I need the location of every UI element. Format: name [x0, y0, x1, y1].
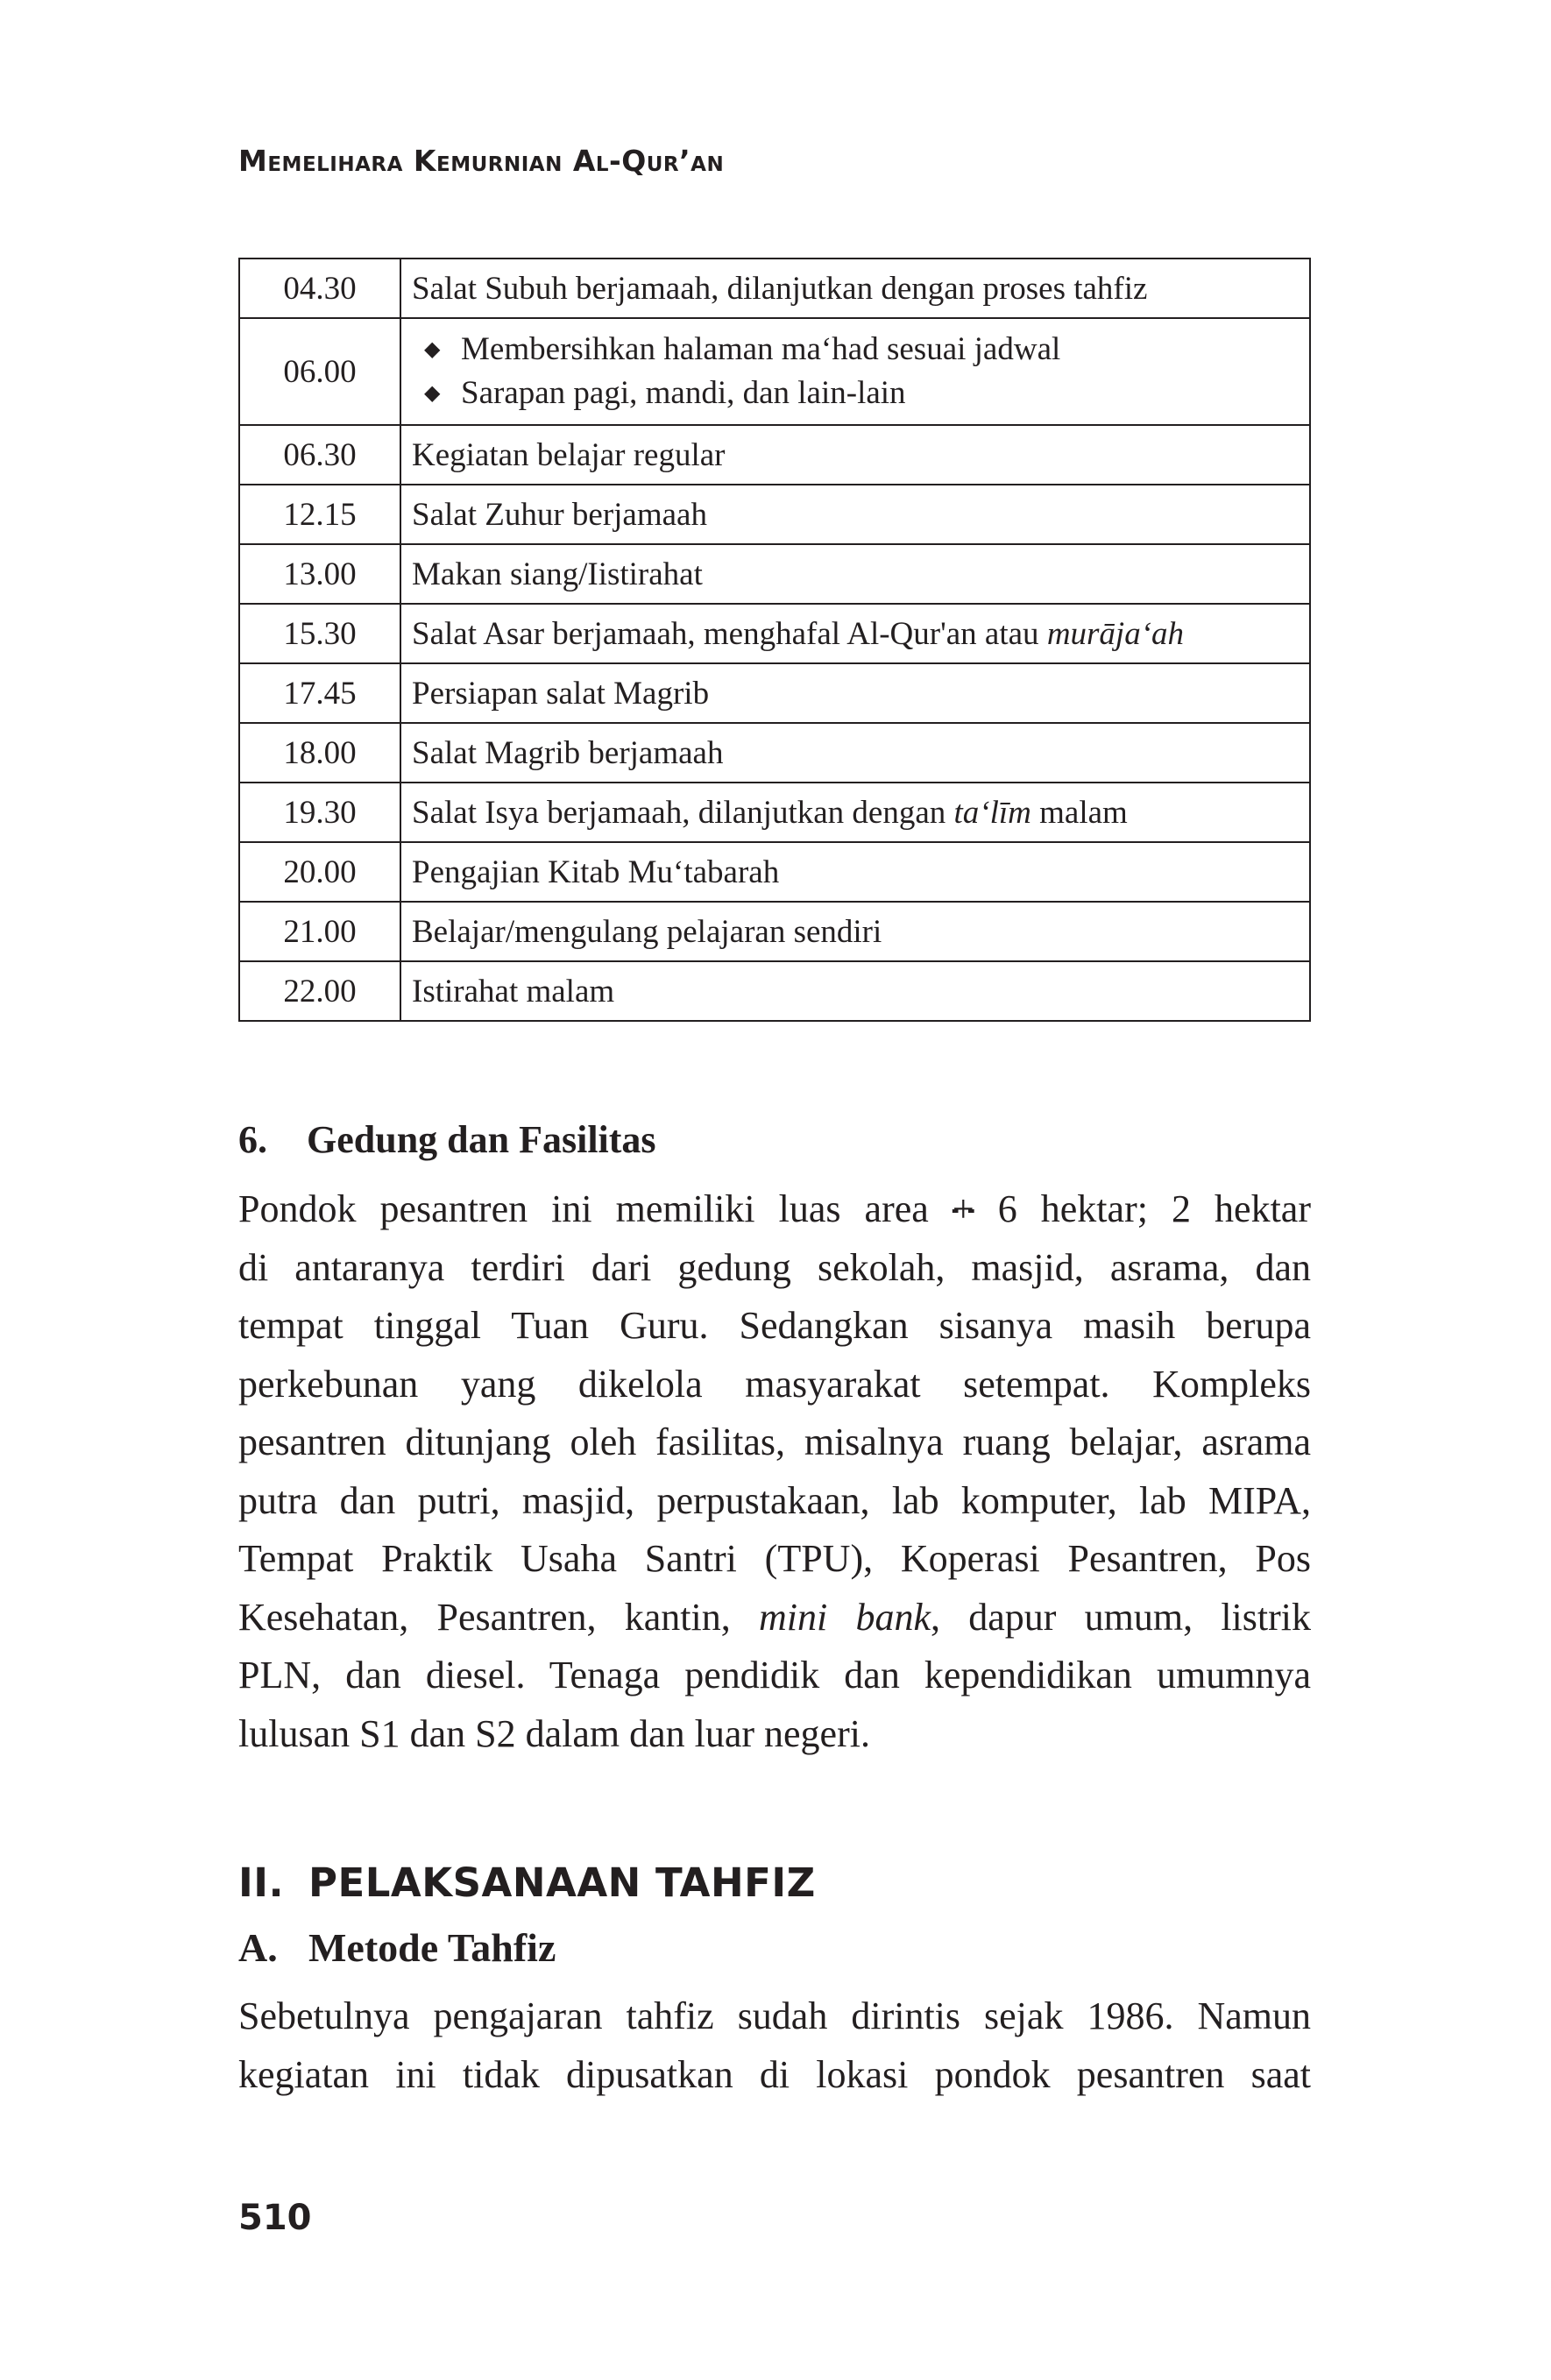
schedule-time: 17.45: [239, 663, 400, 723]
section-heading-6: [238, 1117, 656, 1162]
activity-text: Pengajian Kitab Mu‘tabarah: [412, 854, 780, 890]
activity-text: Salat Magrib berjamaah: [412, 734, 724, 771]
activity-bullet-list: [412, 328, 1299, 415]
subsection-title: Metode Tahfiz: [308, 1925, 556, 1970]
schedule-activity: [400, 723, 1310, 783]
activity-italic-term: ta‘līm: [953, 794, 1031, 831]
schedule-time: 13.00: [239, 544, 400, 604]
schedule-row: [239, 259, 1310, 318]
schedule-row: [239, 961, 1310, 1021]
schedule-row: [239, 723, 1310, 783]
schedule-activity: [400, 902, 1310, 961]
activity-text: Salat Asar berjamaah, menghafal Al-Qur'an atau: [412, 615, 1047, 652]
activity-bullet: ◆ Membersihkan halaman ma‘had sesuai jadwal: [412, 328, 1299, 372]
activity-text: Persiapan salat Magrib: [412, 675, 710, 712]
activity-text: Salat Zuhur berjamaah: [412, 496, 707, 533]
italic-term: mini bank: [758, 1595, 931, 1639]
schedule-time: 20.00: [239, 842, 400, 902]
activity-text: malam: [1030, 794, 1128, 831]
activity-text: Istirahat malam: [412, 973, 615, 1009]
schedule-time: 04.30: [239, 259, 400, 318]
chapter-number: II.: [238, 1859, 285, 1906]
schedule-row: [239, 485, 1310, 544]
schedule-activity: [400, 783, 1310, 842]
subsection-paragraph: [238, 1987, 1311, 2104]
schedule-row: [239, 842, 1310, 902]
schedule-row: [239, 902, 1310, 961]
schedule-row: [239, 544, 1310, 604]
schedule-activity: [400, 842, 1310, 902]
chapter-title: PELAKSANAAN TAHFIZ: [308, 1859, 816, 1906]
schedule-time: 06.00: [239, 318, 400, 425]
schedule-row: [239, 318, 1310, 425]
activity-text: Makan siang/Iistirahat: [412, 556, 703, 592]
activity-bullet: ◆ Sarapan pagi, mandi, dan lain-lain: [412, 372, 1299, 415]
paragraph-line: Kesehatan, Pesantren, kantin, mini bank, dapur umum, listrik: [238, 1595, 1311, 1639]
schedule-table: [238, 258, 1311, 1022]
section-title: Gedung dan Fasilitas: [307, 1118, 656, 1161]
activity-text: Belajar/mengulang pelajaran sendiri: [412, 913, 882, 950]
schedule-time: 19.30: [239, 783, 400, 842]
activity-italic-term: murāja‘ah: [1046, 615, 1185, 652]
paragraph-line: perkebunan yang dikelola masyarakat setempat. Kompleks: [238, 1362, 1311, 1406]
schedule-activity: [400, 485, 1310, 544]
schedule-time: 06.30: [239, 425, 400, 485]
schedule-row: [239, 604, 1310, 663]
schedule-activity: [400, 318, 1310, 425]
schedule-time: 22.00: [239, 961, 400, 1021]
paragraph-line: PLN, dan diesel. Tenaga pendidik dan kependidikan umumnya: [238, 1654, 1311, 1696]
schedule-time: 12.15: [239, 485, 400, 544]
schedule-activity: [400, 425, 1310, 485]
paragraph-line: lulusan S1 dan S2 dalam dan luar negeri.: [238, 1711, 870, 1755]
page-number: 510: [238, 2198, 312, 2238]
schedule-activity: [400, 663, 1310, 723]
paragraph-line: Pondok pesantren ini memiliki luas area + 6 hektar; 2 hektar: [238, 1187, 1311, 1230]
activity-text: Salat Isya berjamaah, dilanjutkan dengan: [412, 794, 954, 831]
schedule-activity: [400, 604, 1310, 663]
paragraph-line: Tempat Praktik Usaha Santri (TPU), Koperasi Pesantren, Pos: [238, 1537, 1311, 1580]
paragraph-line: pesantren ditunjang oleh fasilitas, misalnya ruang belajar, asrama: [238, 1420, 1311, 1463]
schedule-time: 21.00: [239, 902, 400, 961]
schedule-time: 15.30: [239, 604, 400, 663]
plus-minus-sign: +: [952, 1187, 974, 1230]
schedule-activity: [400, 259, 1310, 318]
schedule-row: [239, 425, 1310, 485]
subsection-heading: [238, 1924, 556, 1971]
schedule-row: [239, 783, 1310, 842]
schedule-activity: [400, 544, 1310, 604]
paragraph-line: kegiatan ini tidak dipusatkan di lokasi pondok pesantren saat: [238, 2052, 1311, 2096]
paragraph-line: putra dan putri, masjid, perpustakaan, lab komputer, lab MIPA,: [238, 1478, 1311, 1522]
chapter-heading: [238, 1859, 816, 1906]
paragraph-line: Sebetulnya pengajaran tahfiz sudah dirintis sejak 1986. Namun: [238, 1994, 1311, 2037]
section-number: 6.: [238, 1118, 267, 1161]
section-6-paragraph: [238, 1180, 1311, 1763]
activity-text: Salat Subuh berjamaah, dilanjutkan dengan proses tahfiz: [412, 270, 1148, 307]
activity-text: Kegiatan belajar regular: [412, 436, 726, 473]
schedule-row: [239, 663, 1310, 723]
paragraph-line: di antaranya terdiri dari gedung sekolah, masjid, asrama, dan: [238, 1245, 1311, 1289]
paragraph-line: tempat tinggal Tuan Guru. Sedangkan sisanya masih berupa: [238, 1304, 1311, 1347]
subsection-number: A.: [238, 1925, 278, 1970]
running-head: Memelihara Kemurnian Al-Qur’an: [238, 144, 725, 178]
schedule-time: 18.00: [239, 723, 400, 783]
schedule-activity: [400, 961, 1310, 1021]
